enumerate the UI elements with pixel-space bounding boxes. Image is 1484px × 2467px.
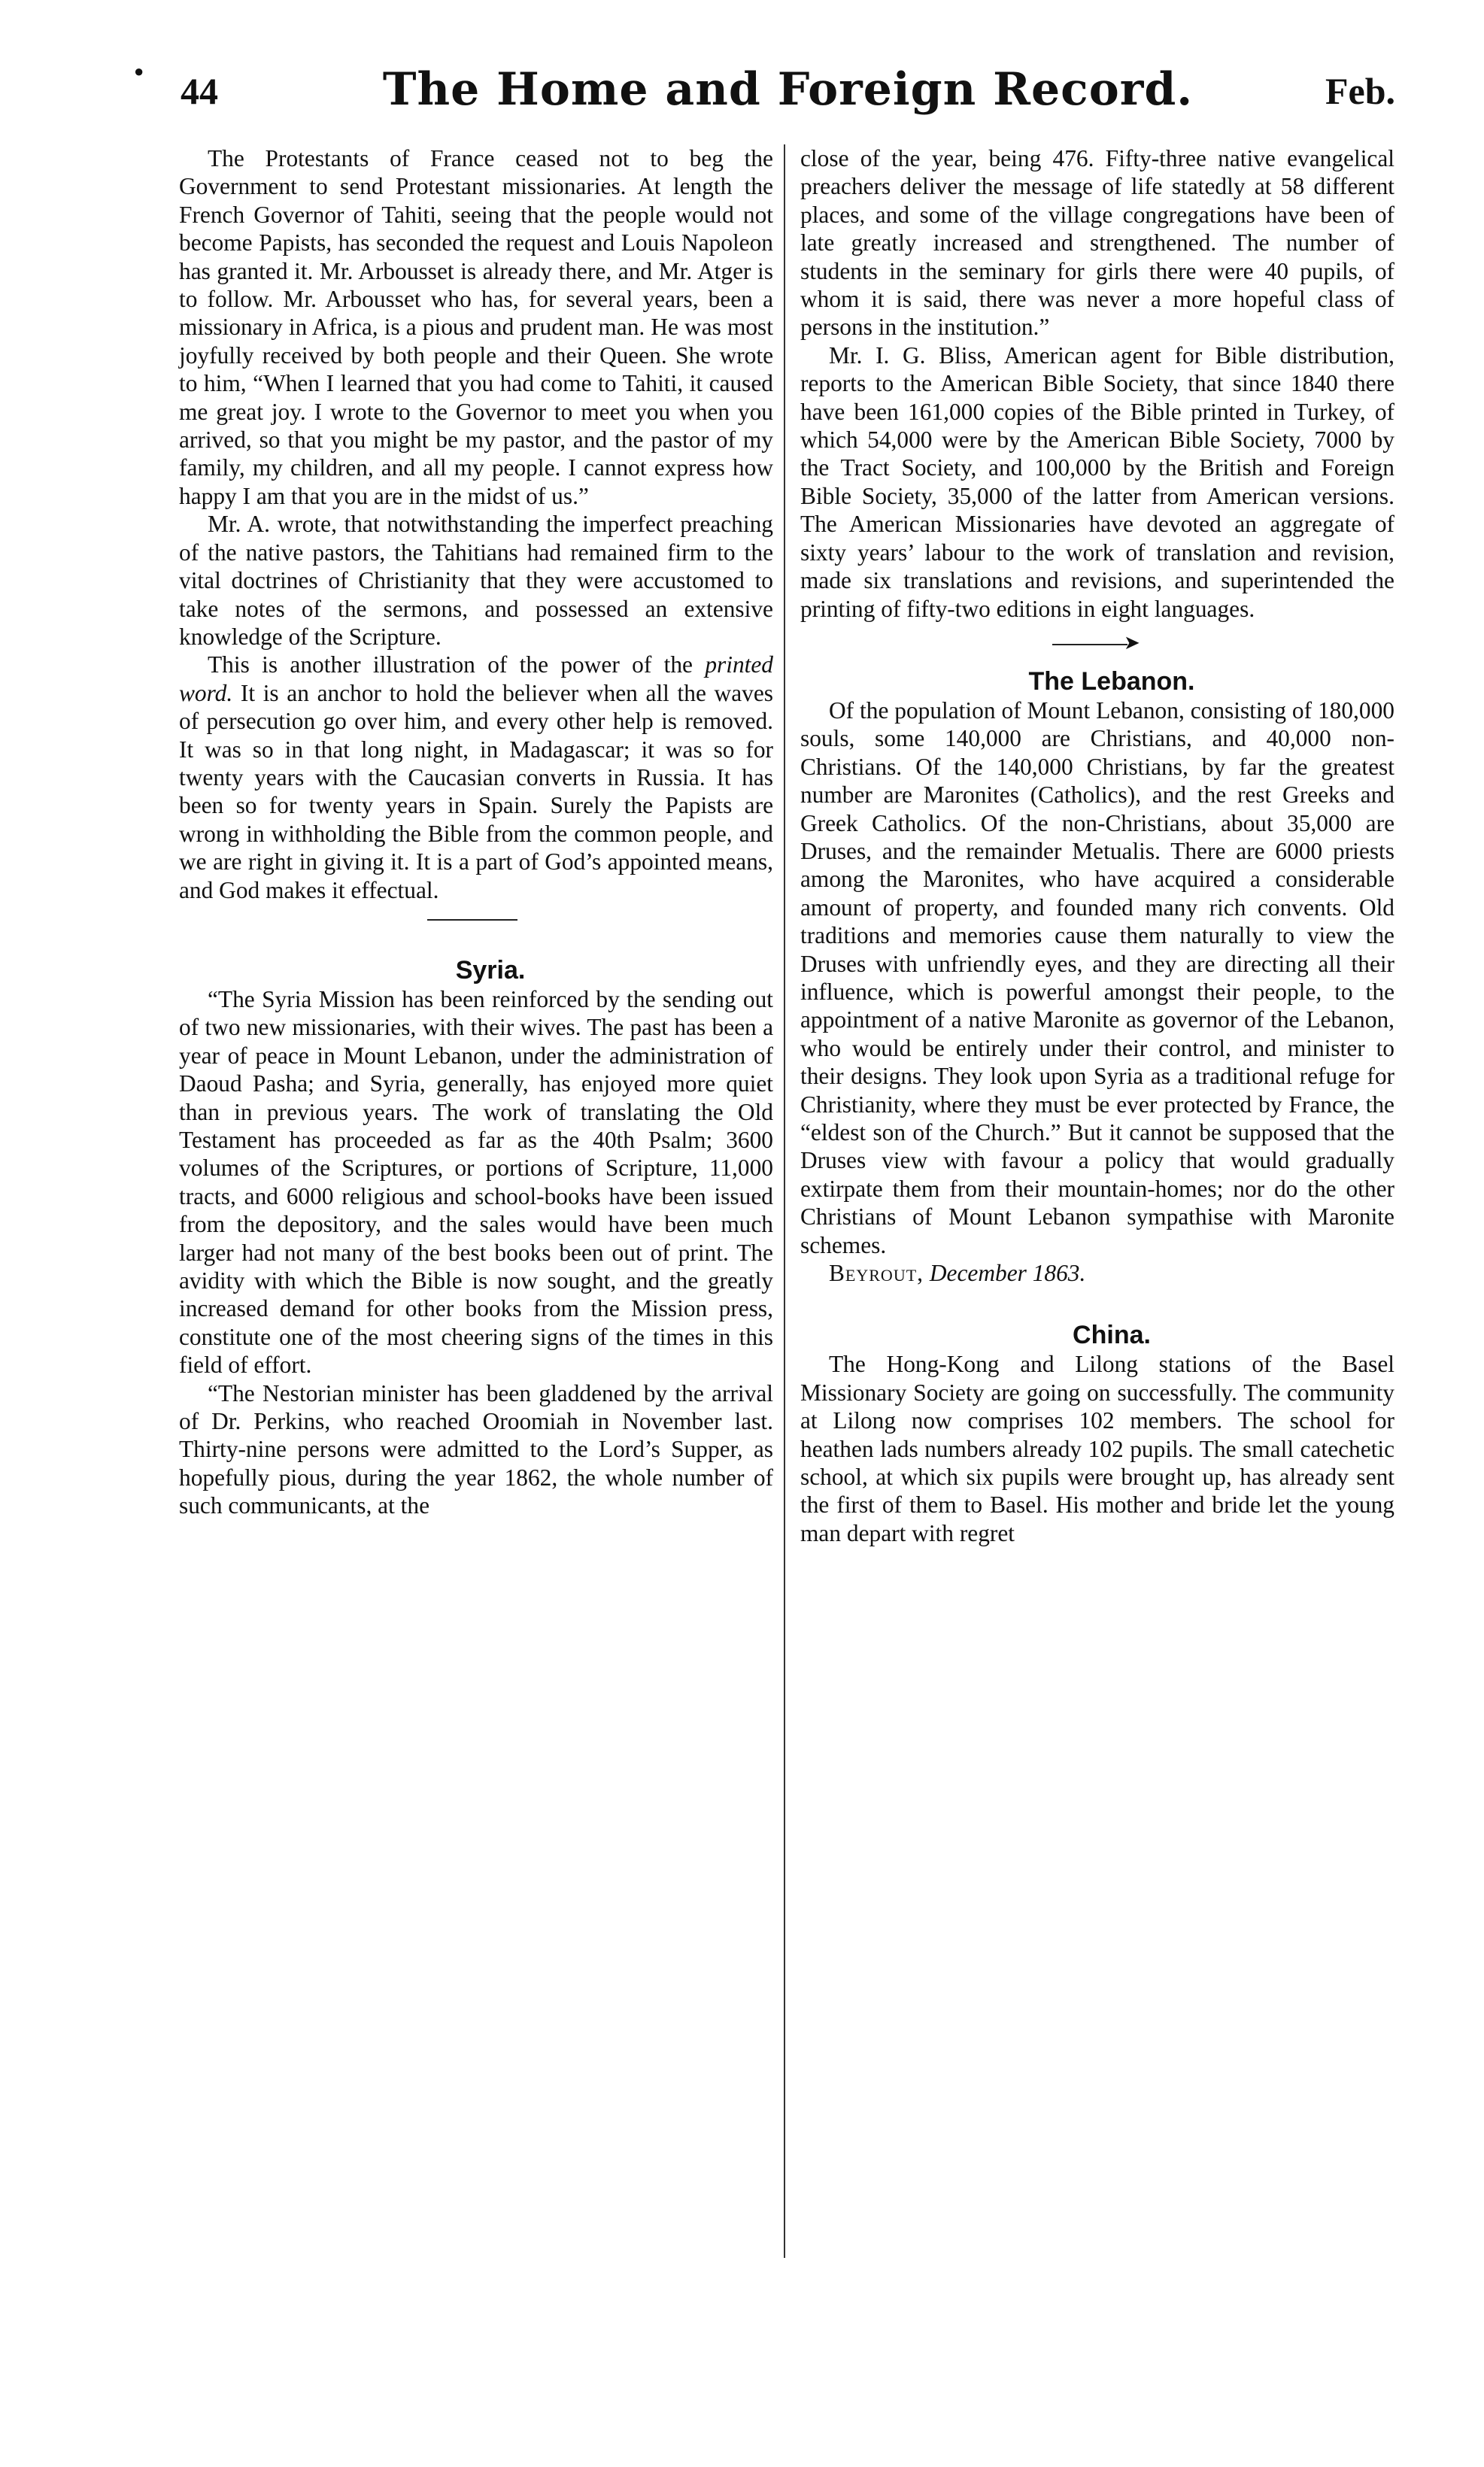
section-title-lebanon: The Lebanon.	[1028, 666, 1195, 696]
paragraph-syria-mission: “The Syria Mission has been reinforced by the sending out of two new missionaries, with their wives. The past has been a year of peace in Mount Lebanon, under the administration of Daoud Pasha; and Syria, generally, has enjoyed more quiet than in previous years. The work of translating the Old Testament has proceeded as far as the 40th Psalm; 3600 volumes of the Scriptures, or portions of Scripture, 11,000 tracts, and 6000 religious and school-books have been issued from the depository, and the sales would have been much larger had not many of the best books been out of print. The avidity with which the Bible is now sought, and the greatly increased demand for other books from the Mission press, constitute one of the most cheering signs of the times in this field of effort.	[179, 985, 773, 1379]
right-column	[800, 144, 1394, 1547]
paragraph-nestorian-continued: close of the year, being 476. Fifty-three native evangelical preachers deliver the message of life statedly at 58 different places, and some of the village congregations have been of late greatly increased and strengthened. The number of students in the seminary for girls there were 40 pupils, of whom it is said, there was never a more hopeful class of persons in the institution.”	[800, 145, 1394, 341]
paragraph-lebanon-population: Of the population of Mount Lebanon, consisting of 180,000 souls, some 140,000 are Christians, and 40,000 non-Christians. Of the 140,000 Christians, by far the greatest number are Maronites (Catholics), and the rest Greeks and Greek Catholics. Of the non-Christians, about 35,000 are Druses, and the remainder Metualis. There are 6000 priests among the Maronites, who have acquired a considerable amount of property, and founded many rich convents. Old traditions and memories cause them naturally to view the Druses with unfriendly eyes, and they are directing all their influence, which is powerful amongst their people, to the appointment of a native Maronite as governor of the Lebanon, who would be entirely under their control, and minister to their designs. They look upon Syria as a traditional refuge for Christianity, where they must be ever protected by France, the “eldest son of the Church.” But it cannot be supposed that the Druses view with favour a policy that would gradually extirpate them from their mountain-homes; nor do the other Christians of Mount Lebanon sympathise with Maronite schemes.	[800, 696, 1394, 1258]
section-separator-rule	[179, 904, 773, 936]
paragraph-nestorian-mission: “The Nestorian minister has been gladdened by the arrival of Dr. Perkins, who reached Oroomiah in November last. Thirty-nine persons were admitted to the Lord’s Supper, as hopefully pious, during the year 1862, the whole number of such communicants, at the	[179, 1379, 773, 1519]
paragraph-printed-word	[179, 651, 773, 904]
left-column	[179, 144, 773, 1520]
journal-title: The Home and Foreign Record.	[382, 63, 1194, 116]
section-title-china: China.	[1073, 1321, 1151, 1350]
column-divider-rule	[784, 144, 785, 2258]
paragraph-tahitian-doctrine: Mr. A. wrote, that notwithstanding the imperfect preaching of the native pastors, the Tahitians had remained firm to the vital doctrines of Christianity that they were accustomed to take notes of the sermons, and possessed an extensive knowledge of the Scripture.	[179, 511, 773, 650]
dateline-date: December 1863.	[929, 1260, 1086, 1287]
paragraph-bible-distribution: Mr. I. G. Bliss, American agent for Bible distribution, reports to the American Bible Society, that since 1840 there have been 161,000 copies of the Bible printed in Turkey, of which 54,000 were by the American Bible Society, 7000 by the Tract Society, and 100,000 by the British and Foreign Bible Society, 35,000 of the latter from American versions. The American Missionaries have devoted an aggregate of sixty years’ labour to the work of translation and revision, made six translations and revisions, and superintended the printing of fifty-two editions in eight languages.	[800, 341, 1394, 622]
margin-bullet-mark: ●	[134, 62, 144, 80]
section-separator-arrow	[800, 623, 1394, 666]
printed-word-lead: This is another illustration of the power of the	[208, 651, 706, 678]
printed-word-italic: printed word.	[179, 651, 773, 706]
running-month: Feb.	[1325, 70, 1395, 112]
dateline	[800, 1259, 1394, 1287]
printed-word-rest: It is an anchor to hold the believer when all the waves of persecution go over him, and every other help is removed. It was so in that long night, in Madagascar; it was so for twenty years with the Caucasian converts in Russia. It has been so for twenty years in Spain. Surely the Papists are wrong in withholding the Bible from the common people, and we are right in giving it. It is a part of God’s appointed means, and God makes it effectual.	[179, 679, 773, 903]
section-title-syria: Syria.	[455, 955, 526, 985]
running-head	[181, 63, 1395, 122]
page-number: 44	[181, 70, 218, 112]
arrow-ornament-icon: ➤	[1124, 631, 1140, 654]
paragraph-basel-mission: The Hong-Kong and Lilong stations of the Basel Missionary Society are going on successfully. The community at Lilong now comprises 102 members. The school for heathen lads numbers already 102 pupils. The small catechetic school, at which six pupils were brought up, has already sent the first of them to Basel. His mother and bride let the young man depart with regret	[800, 1351, 1394, 1546]
paragraph-tahiti-missionaries: The Protestants of France ceased not to beg the Government to send Protestant missionaries. At length the French Governor of Tahiti, seeing that the people would not become Papists, has seconded the request and Louis Napoleon has granted it. Mr. Arbousset is already there, and Mr. Atger is to follow. Mr. Arbousset who has, for several years, been a missionary in Africa, is a pious and prudent man. He was most joyfully received by both people and their Queen. She wrote to him, “When I learned that you had come to Tahiti, it caused me great joy. I wrote to the Governor to meet you when you arrived, so that you might be my pastor, and the pastor of my family, my children, and all my people. I cannot express how happy I am that you are in the midst of us.”	[179, 145, 773, 509]
dateline-place: Beyrout,	[829, 1260, 924, 1287]
